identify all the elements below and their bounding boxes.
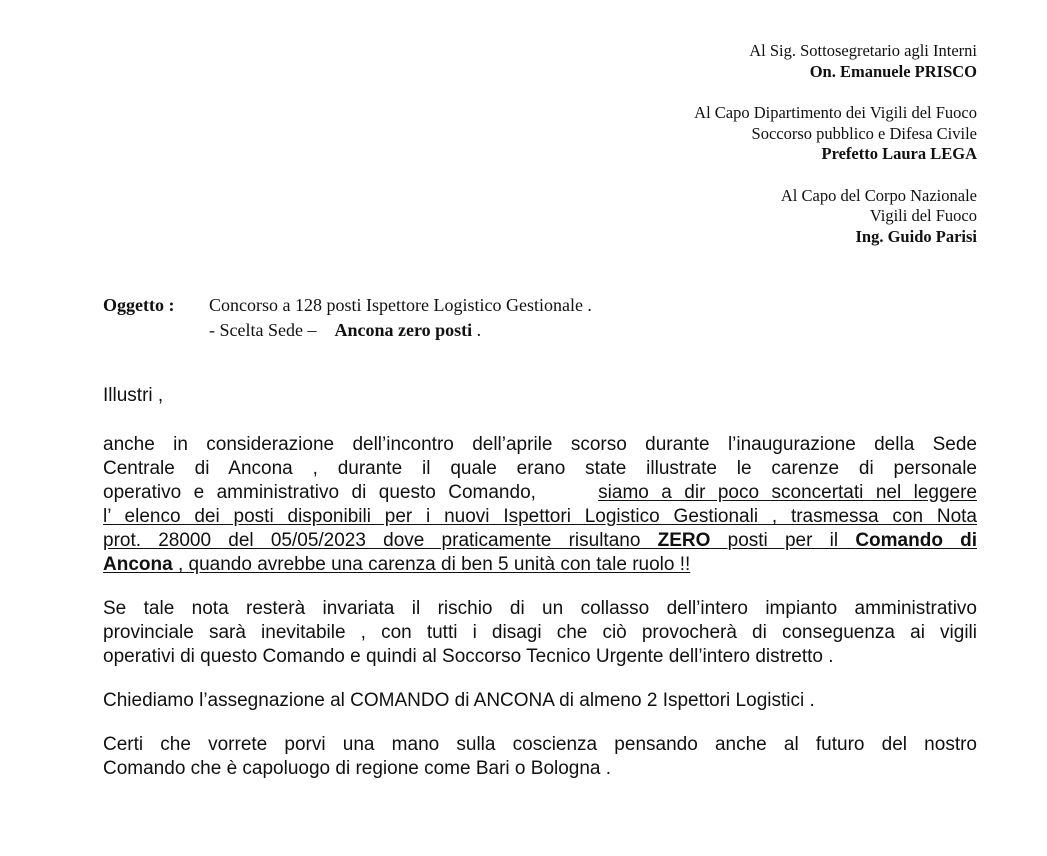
recipient-corps-head bbox=[694, 186, 977, 248]
paragraph-3: Chiediamo l’assegnazione al COMANDO di ANCONA di almeno 2 Ispettori Logistici . bbox=[103, 690, 815, 711]
recipients-block bbox=[694, 41, 977, 247]
paragraph-1-line-3 bbox=[103, 481, 977, 505]
subject-line-1: Concorso a 128 posti Ispettore Logistico Gestionale . bbox=[209, 295, 592, 315]
recipient-title: Vigili del Fuoco bbox=[869, 206, 977, 225]
paragraph-1-line-4: l’ elenco dei posti disponibili per i nuovi Ispettori Logistico Gestionali , trasmessa con Nota bbox=[103, 506, 977, 527]
letter-body bbox=[103, 384, 977, 781]
paragraph-2-line-1: Se tale nota resterà invariata il rischio di un collasso dell’intero impianto amministrativo bbox=[103, 598, 977, 619]
paragraph-4-line-2: Comando che è capoluogo di regione come Bari o Bologna . bbox=[103, 758, 612, 779]
paragraph-1-line-5-a: prot. 28000 del 05/05/2023 dove praticamente risultano bbox=[103, 530, 641, 551]
paragraph-1-line-3-plain: operativo e amministrativo di questo Comando, bbox=[103, 482, 536, 503]
paragraph-4-line-1: Certi che vorrete porvi una mano sulla coscienza pensando anche al futuro del nostro bbox=[103, 734, 977, 755]
zero-emphasis: ZERO bbox=[657, 530, 711, 551]
paragraph-2-line-3: operativi di questo Comando e quindi al Soccorso Tecnico Urgente dell’intero distretto . bbox=[103, 646, 834, 667]
greeting: Illustri , bbox=[103, 385, 164, 406]
recipient-title: Al Sig. Sottosegretario agli Interni bbox=[749, 41, 977, 60]
paragraph-1-line-6-rest: , quando avrebbe una carenza di ben 5 unità con tale ruolo !! bbox=[172, 554, 691, 575]
comando-emphasis: Comando di bbox=[855, 530, 978, 551]
recipient-name: Prefetto Laura LEGA bbox=[821, 144, 977, 163]
paragraph-1-line-5-b: posti per il bbox=[727, 530, 839, 551]
subject-highlight: Ancona zero posti bbox=[334, 320, 473, 340]
recipient-title: Al Capo del Corpo Nazionale bbox=[780, 185, 977, 205]
paragraph-1-line-1: anche in considerazione dell’incontro dell’aprile scorso durante l’inaugurazione della Sede bbox=[103, 434, 977, 455]
ancona-emphasis: Ancona bbox=[103, 554, 173, 575]
subject-label: Oggetto : bbox=[103, 295, 175, 315]
subject-line-2-suffix: . bbox=[472, 320, 482, 340]
recipient-undersecretary bbox=[694, 41, 977, 82]
recipient-title: Al Capo Dipartimento dei Vigili del Fuoco bbox=[694, 103, 977, 122]
paragraph-1-line-3-underlined: siamo a dir poco sconcertati nel leggere bbox=[598, 482, 977, 503]
subject-line-2-prefix: - Scelta Sede – bbox=[209, 320, 317, 340]
paragraph-1 bbox=[103, 433, 977, 577]
paragraph-1-line-5 bbox=[103, 529, 977, 553]
paragraph-1-line-6 bbox=[103, 553, 977, 577]
paragraph-4 bbox=[103, 733, 977, 781]
recipient-title: Soccorso pubblico e Difesa Civile bbox=[751, 123, 977, 143]
paragraph-1-line-2: Centrale di Ancona , durante il quale erano state illustrate le carenze di personale bbox=[103, 458, 977, 479]
subject-line-2 bbox=[103, 318, 592, 343]
paragraph-2-line-2: provinciale sarà inevitabile , con tutti i disagi che ciò provocherà di conseguenza ai vigili bbox=[103, 622, 977, 643]
subject-block bbox=[103, 293, 592, 343]
recipient-name: Ing. Guido Parisi bbox=[855, 226, 977, 246]
recipient-department-head bbox=[694, 103, 977, 165]
recipient-name: On. Emanuele PRISCO bbox=[809, 61, 977, 81]
paragraph-2 bbox=[103, 597, 977, 669]
